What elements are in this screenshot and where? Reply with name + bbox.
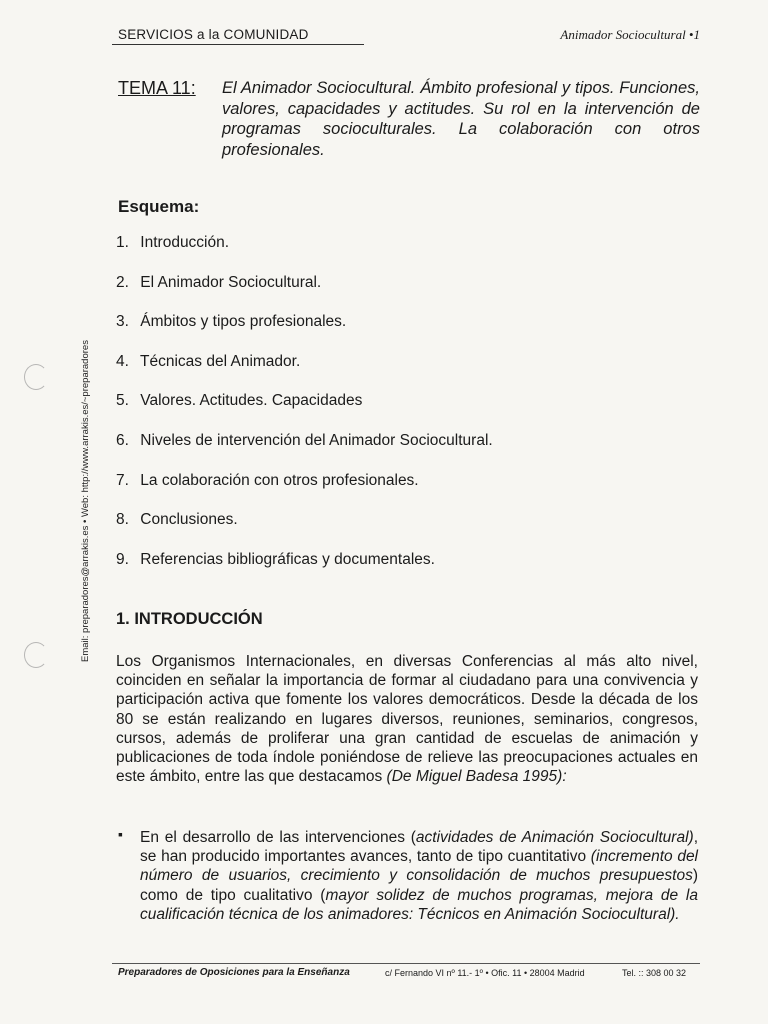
bullet-text-part: En el desarrollo de las intervenciones ( (140, 829, 416, 846)
outline-item (116, 511, 493, 551)
outline-item-text: Introducción. (136, 234, 230, 251)
outline-item-number: 7. (116, 471, 129, 489)
outline-item (116, 432, 493, 472)
outline-item-number: 8. (116, 511, 129, 529)
outline-item (116, 472, 493, 512)
punch-hole-mark (24, 364, 48, 390)
bullet-paragraph (140, 828, 698, 924)
outline-item (116, 551, 493, 591)
header-section-name: SERVICIOS a la COMUNIDAD (118, 27, 309, 42)
outline-item (116, 234, 493, 274)
bullet-text-part: actividades de Animación Sociocultural) (415, 829, 694, 846)
outline-item-number: 4. (116, 352, 129, 370)
bullet-text-part: ) como de tipo cualitativo ( (140, 867, 698, 904)
outline-item-number: 6. (116, 431, 129, 449)
outline-item-text: Ámbitos y tipos profesionales. (136, 313, 347, 331)
sidebar-contact: Email: preparadores@arrakis.es • Web: http://www.arrakis.es/~preparadores (80, 340, 91, 662)
outline-item-text: Valores. Actitudes. Capacidades (136, 392, 363, 410)
bullet-square-icon: ▪ (118, 826, 123, 842)
punch-hole-mark (24, 642, 48, 668)
topic-title: El Animador Sociocultural. Ámbito profesional y tipos. Funciones, valores, capacidades y actitudes. Su rol en la intervención de programas socioculturales. La colaboración con otros profesionales. (222, 79, 700, 159)
outline-item-text: Niveles de intervención del Animador Sociocultural. (136, 431, 493, 449)
bullet-text-part: mayor solidez de muchos programas, mejora de la cualificación técnica de los animadores: Técnicos en Animación Sociocultural). (140, 886, 698, 923)
outline-item-text: Referencias bibliográficas y documentales. (136, 550, 435, 568)
intro-paragraph-text: Los Organismos Internacionales, en diversas Conferencias al más alto nivel, coinciden en señalar la importancia de formar al ciudadano para una convivencia y participación activa que fomente los valores democráticos. Desde la década de los 80 se están realizando en lugares diversos, reuniones, seminarios, congresos, cursos, además de proliferar una gran cantidad de escuelas de animación y publicaciones de toda índole poniéndose de relieve las preocupaciones actuales en este ámbito, entre las que destacamos (116, 653, 698, 786)
outline-item-number: 1. (116, 234, 129, 251)
bullet-text-part: , se han producido importantes avances, tanto de tipo cuantitativo (140, 829, 698, 866)
bullet-text-part: (incremento del número de usuarios, crecimiento y consolidación de muchos presupuestos (140, 848, 699, 885)
section-heading: 1. INTRODUCCIÓN (116, 610, 263, 628)
outline-item (116, 313, 493, 353)
outline-list (116, 234, 493, 590)
outline-item-text: Técnicas del Animador. (136, 352, 301, 370)
outline-item-number: 9. (116, 550, 129, 568)
outline-item (116, 392, 493, 432)
outline-item-text: La colaboración con otros profesionales. (136, 471, 419, 489)
footer-phone: Tel. :: 308 00 32 (622, 968, 687, 978)
header-rule (112, 44, 364, 45)
outline-heading: Esquema: (118, 197, 200, 216)
outline-item (116, 353, 493, 393)
outline-item-number: 5. (116, 392, 129, 410)
intro-paragraph (116, 652, 698, 786)
outline-item-number: 3. (116, 313, 129, 331)
outline-item-text: El Animador Sociocultural. (136, 273, 322, 291)
intro-citation: (De Miguel Badesa 1995): (386, 768, 567, 786)
footer-publisher: Preparadores de Oposiciones para la Enseñanza (118, 967, 350, 978)
footer-address: c/ Fernando VI nº 11.- 1º • Ofic. 11 • 28004 Madrid (385, 968, 585, 978)
outline-item-number: 2. (116, 273, 129, 291)
header-page-title: Animador Sociocultural •1 (560, 27, 700, 42)
outline-item-text: Conclusiones. (136, 511, 238, 529)
footer-rule (112, 963, 700, 964)
outline-item (116, 274, 493, 314)
topic-number: TEMA 11: (118, 78, 196, 98)
